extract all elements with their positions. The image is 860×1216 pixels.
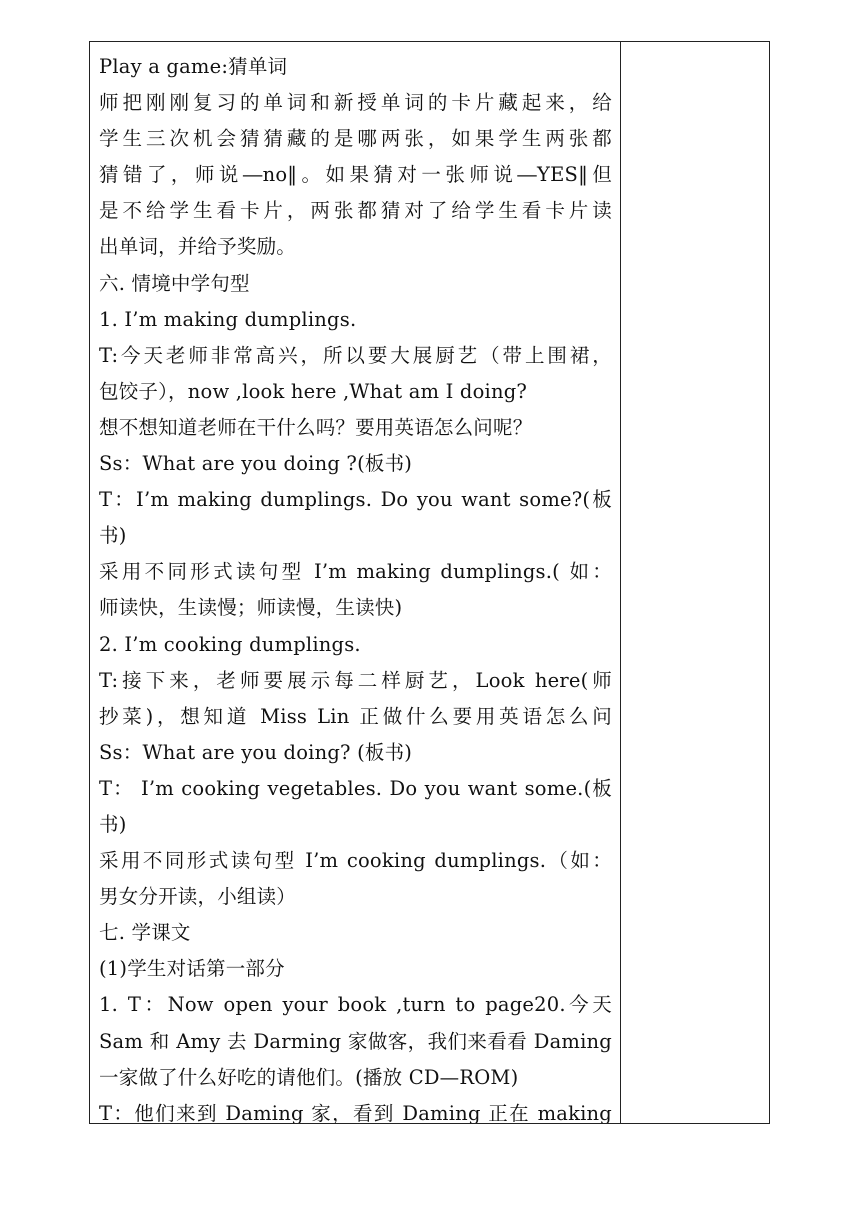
text-line: T：I’m making dumplings. Do you want some?(板 [99, 488, 612, 512]
text-line: T：他们来到 Daming 家，看到 Daming 正在 making [99, 1101, 612, 1123]
text-line: 采用不同形式读句型 I’m cooking dumplings.（如： [99, 849, 612, 873]
text-line: 出单词，并给予奖励。 [99, 235, 297, 259]
text-line: 1. T：Now open your book ,turn to page20.今天 [99, 993, 612, 1017]
text-line: 猜错了，师说―no‖。如果猜对一张师说―YES‖但 [99, 163, 612, 187]
text-line: 采用不同形式读句型 I’m making dumplings.( 如： [99, 560, 612, 584]
text-line: 抄菜)，想知道 Miss Lin 正做什么要用英语怎么问 [99, 704, 612, 728]
lesson-plan-table [89, 41, 770, 1124]
text-line: 学生三次机会猜猜藏的是哪两张，如果学生两张都 [99, 127, 612, 151]
text-line: 是不给学生看卡片，两张都猜对了给学生看卡片读 [99, 199, 612, 223]
text-line: Ss：What are you doing ?(板书) [99, 452, 413, 476]
text-line: 想不想知道老师在干什么吗？要用英语怎么问呢？ [99, 415, 533, 439]
text-line: 男女分开读，小组读） [99, 885, 297, 909]
text-line: 一家做了什么好吃的请他们。(播放 CD—ROM) [99, 1065, 519, 1089]
text-line: 2. I’m cooking dumplings. [99, 632, 361, 656]
text-line: (1)学生对话第一部分 [99, 957, 285, 981]
text-line: 师读快，生读慢；师读慢，生读快) [99, 596, 403, 620]
text-line: 师把刚刚复习的单词和新授单词的卡片藏起来，给 [99, 91, 612, 115]
text-line: T： I’m cooking vegetables. Do you want some.(板 [99, 776, 612, 800]
text-line: T:接下来，老师要展示每二样厨艺，Look here(师 [99, 668, 612, 692]
text-line: T:今天老师非常高兴，所以要大展厨艺（带上围裙， [99, 343, 612, 367]
text-line: 包饺子），now ,look here ,What am I doing? [99, 379, 528, 403]
text-line: 书) [99, 812, 127, 836]
text-line: Ss：What are you doing? (板书) [99, 740, 413, 764]
notes-cell [621, 42, 769, 1123]
text-line: 书) [99, 524, 127, 548]
text-line: 1. I’m making dumplings. [99, 307, 357, 331]
text-line: Play a game:猜单词 [99, 55, 288, 78]
section-heading: 六. 情境中学句型 [99, 271, 250, 295]
section-heading: 七. 学课文 [99, 921, 191, 945]
text-line: Sam 和 Amy 去 Darming 家做客，我们来看看 Daming [99, 1029, 612, 1053]
lesson-steps-cell [90, 42, 621, 1123]
